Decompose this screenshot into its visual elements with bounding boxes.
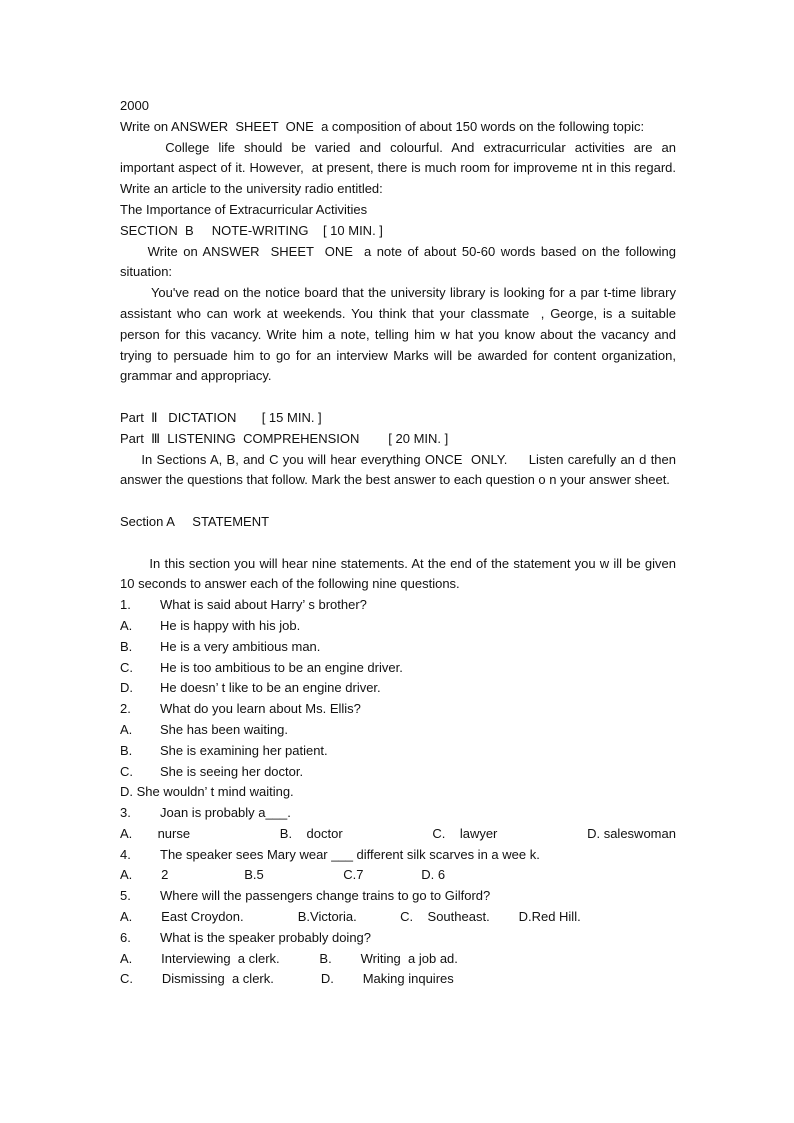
- question-6: [120, 928, 676, 949]
- article-title: The Importance of Extracurricular Activities: [120, 201, 368, 217]
- option: [120, 678, 676, 699]
- question-text: The speaker sees Mary wear ___ different silk scarves in a wee k.: [160, 846, 540, 862]
- part3-heading: Part Ⅲ LISTENING COMPREHENSION [ 20 MIN. ]: [120, 430, 449, 446]
- option: [120, 741, 676, 762]
- question-number: 5.: [120, 888, 131, 904]
- option-label: C.: [120, 659, 133, 675]
- question-3: [120, 803, 676, 824]
- question-5: [120, 886, 676, 907]
- section-b-situation: You've read on the notice board that the university library is looking for a par t-time library assistant who can work at weekends. You think that your classmate , George, is a suitable person for this vacancy. Write him a note, telling him w hat you know about the vacancy and trying to persuade him to go for an interview Marks will be awarded for content organization, grammar and appropriacy.: [120, 285, 680, 384]
- document-page: [120, 96, 680, 990]
- question-text: Joan is probably a___.: [160, 805, 291, 821]
- option: A. nurse: [120, 825, 191, 841]
- option-label: D.: [120, 680, 133, 696]
- option: D. She wouldn’ t mind waiting.: [120, 784, 294, 800]
- question-number: 3.: [120, 805, 131, 821]
- section-a-instruction: In this section you will hear nine statements. At the end of the statement you w ill be given 10 seconds to answer each of the following nine questions.: [120, 555, 680, 592]
- question-1: [120, 595, 676, 616]
- option-label: B.: [120, 742, 133, 758]
- option-text: He is a very ambitious man.: [160, 638, 321, 654]
- composition-topic: College life should be varied and colourful. And extracurricular activities are an important aspect of it. However, at present, there is much room for improveme nt in this regard. Write an article to the university radio entitled:: [120, 139, 680, 197]
- question-text: Where will the passengers change trains to go to Gilford?: [160, 888, 491, 904]
- option: D. saleswoman: [587, 825, 676, 841]
- option: [120, 762, 676, 783]
- question-text: What do you learn about Ms. Ellis?: [160, 701, 361, 717]
- options-row: A. Interviewing a clerk. B. Writing a job ad.: [120, 950, 458, 966]
- option: [120, 720, 676, 741]
- section-a-heading: Section A STATEMENT: [120, 513, 270, 529]
- option-text: He doesn’ t like to be an engine driver.: [160, 680, 381, 696]
- question-text: What is said about Harry’ s brother?: [160, 597, 367, 613]
- option-text: She has been waiting.: [160, 721, 288, 737]
- question-4: [120, 845, 676, 866]
- option: [120, 658, 676, 679]
- year: 2000: [120, 98, 149, 113]
- question-2: [120, 699, 676, 720]
- option-text: She is seeing her doctor.: [160, 763, 304, 779]
- question-number: 2.: [120, 701, 131, 717]
- option-label: C.: [120, 763, 133, 779]
- option-label: A.: [120, 617, 133, 633]
- question-number: 6.: [120, 929, 131, 945]
- section-b-instruction: Write on ANSWER SHEET ONE a note of about 50-60 words based on the following situation:: [120, 243, 680, 280]
- option-label: B.: [120, 638, 133, 654]
- option-label: A.: [120, 721, 133, 737]
- option: C. lawyer: [432, 825, 498, 841]
- option-text: She is examining her patient.: [160, 742, 328, 758]
- part3-instruction: In Sections A, B, and C you will hear everything ONCE ONLY. Listen carefully an d then answer the questions that follow. Mark the best answer to each question o n your answer sheet.: [120, 451, 680, 488]
- option: [120, 637, 676, 658]
- options-row: A. East Croydon. B.Victoria. C. Southeast. D.Red Hill.: [120, 909, 581, 925]
- options-row: A. 2 B.5 C.7 D. 6: [120, 867, 446, 883]
- composition-instruction: Write on ANSWER SHEET ONE a composition of about 150 words on the following topic:: [120, 118, 645, 134]
- options-row: C. Dismissing a clerk. D. Making inquires: [120, 971, 454, 987]
- option-text: He is happy with his job.: [160, 617, 301, 633]
- option-text: He is too ambitious to be an engine driver.: [160, 659, 403, 675]
- option: B. doctor: [279, 825, 343, 841]
- option: [120, 616, 676, 637]
- part2-heading: Part Ⅱ DICTATION [ 15 MIN. ]: [120, 409, 322, 425]
- options-row: [120, 824, 676, 845]
- question-text: What is the speaker probably doing?: [160, 929, 372, 945]
- question-number: 4.: [120, 846, 131, 862]
- section-b-heading: SECTION B NOTE-WRITING [ 10 MIN. ]: [120, 222, 383, 238]
- question-number: 1.: [120, 597, 131, 613]
